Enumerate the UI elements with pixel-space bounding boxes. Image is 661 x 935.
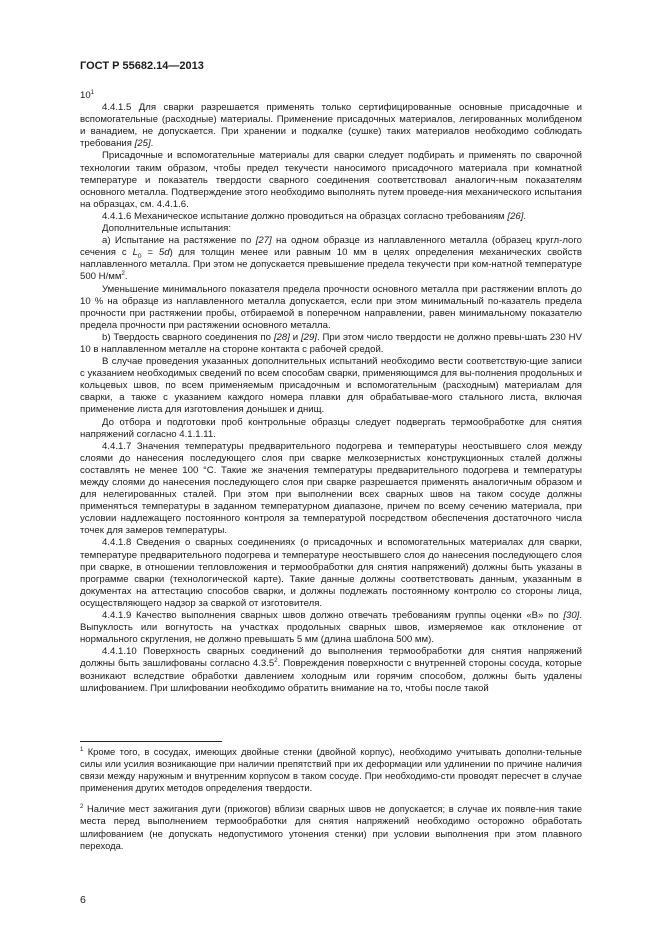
- paragraph-filler-selection: Присадочные и вспомогательные материалы для сварки следует подбирать и применять по сварочной технологии таким образом, чтобы предел текучести наносимого присадочного материала при комнатной температуре и показатель твердости сварного соединения соответствовал аналогич-ным показателям основного металла. Подтверждение этого необходимо выполнять путем проведе-ния механического испытания на образцах, см. 4.4.1.6.: [80, 150, 582, 210]
- paragraph-heat-treatment: До отбора и подготовки проб контрольные образцы следует подвергать термообработке для снятия напряжений согласно 4.1.1.11.: [80, 416, 582, 440]
- footnote-separator: [80, 741, 222, 742]
- paragraph-additional-tests: Дополнительные испытания:: [102, 223, 231, 235]
- paragraph-records: В случае проведения указанных дополнительных испытаний необходимо вести соответствую-щие записи с указанием необходимых сведений по всем способам сварки, применяющимся для вы-полнения продольных и кольцевых швов, по всем применяемым присадочным и вспомогательным (расходным) материалам для сварки, а также с указанием каждого номера плавки для обрабатывае-мого стального листа, включая применение листа для изготовления донышек и днищ.: [80, 356, 582, 416]
- page-number: 6: [80, 894, 86, 906]
- paragraph-tensile-test: а) Испытание на растяжение по [27] на одном образце из наплавленного металла (образец кругл-лого сечения с $L_0 = 5d$) для толщин менее или равным 10 мм в целях определения механических свойств наплавленного металла. При этом не допускается превышение предела текучести при ком-натной температуре 500 $Н/мм^2$.: [80, 235, 582, 283]
- paragraph-4-4-1-7: 4.4.1.7 Значения температуры предварительного подогрева и температуры неостывшего слоя между слоями до нанесения последующего слоя при сварке мелкозернистых конструкционных сталей должны составлять не менее 100 °С. Такие же значения температуры предварительного подогрева и температуры между слоями до нанесения последующего слоя при сварке разрешается применять аналогичным образом и для нелегированных сталей. При этом при выполнении всех сварных швов на таком сосуде должны применяться температуры в заданном температурном диапазоне, причем по всему сечению материала, при условии надлежащего постоянного контроля за температурой посредством обеспечения достаточного числа точек для замеров температуры.: [80, 440, 582, 537]
- paragraph-ref-10: $10^1$: [80, 89, 95, 101]
- paragraph-4-4-1-9: 4.4.1.9 Качество выполнения сварных швов должно отвечать требованиям группы оценки «В» по [30]. Выпуклость или вогнутость на участках продольных сварных швов, измеряемое как отклонение от нормального скругления, не должно превышать 5 мм (длина шаблона 500 мм).: [80, 610, 582, 646]
- paragraph-strength-reduction: Уменьшение минимального показателя предела прочности основного металла при растяжении вплоть до 10 % на образце из наплавленного металла допускается, если при этом минимальный по-казатель предела прочности при растяжении пробы, отбираемой в поперечном направлении, равен минимальному показателю предела прочности при растяжении основного металла.: [80, 283, 582, 331]
- document-header: ГОСТ Р 55682.14—2013: [80, 60, 204, 72]
- paragraph-hardness: b) Твердость сварного соединения по [28] и [29]. При этом число твердости не должно превы-шать 230 HV 10 в наплавленном металле на стороне контакта с рабочей средой.: [80, 331, 582, 355]
- paragraph-4-4-1-6: 4.4.1.6 Механическое испытание должно проводиться на образцах согласно требованиям [26].: [102, 210, 527, 222]
- footnote-1: $^1$ Кроме того, в сосудах, имеющих двойные стенки (двойной корпус), необходимо учитывать дополни-тельные силы или усилия возникающие при наличии препятствий при их деформации или удлинении по причине наличия связи между наружным и внутренним корпусом в таком сосуде. При необходимо-сти проводят пересчет в случае применения других методов определения твердости.: [80, 746, 582, 794]
- paragraph-4-4-1-5: 4.4.1.5 Для сварки разрешается применять только сертифицированные основные присадочные и вспомогательные (расходные) материалы. Применение присадочных материалов, легированных молибденом и ванадием, не допускается. При хранении и подкалке (сушке) таких материалов необходимо соблюдать требования [25].: [80, 102, 582, 150]
- footnotes: [80, 746, 582, 852]
- main-text: [80, 90, 582, 695]
- paragraph-4-4-1-10: 4.4.1.10 Поверхность сварных соединений до выполнения термообработки для снятия напряжений должны быть зашлифованы согласно 4.3.5$^2$. Повреждения поверхности с внутренней стороны сосуда, которые возникают вследствие обработки давлением холодным или горячим способом, должны быть удалены шлифованием. При шлифовании необходимо обратить внимание на то, чтобы после такой: [80, 646, 582, 694]
- paragraph-4-4-1-8: 4.4.1.8 Сведения о сварных соединениях (о присадочных и вспомогательных материалах для сварки, температуре предварительного подогрева и температуре неостывшего слоя до нанесения последующего слоя при сварке, в отношении тепловложения и термообработки для снятия напряжений) должны быть указаны в программе сварки (технологической карте). Такие данные должны соответствовать данным, указанным в документах на аттестацию способов сварки, и должны подлежать постоянному контролю со стороны лица, осуществляющего надзор за сваркой от изготовителя.: [80, 537, 582, 609]
- footnote-2: $^2$ Наличие мест зажигания дуги (прижогов) вблизи сварных швов не допускается; в случае их появле-ния такие места перед выполнением термообработки для снятия напряжений необходимо осторожно обработать шлифованием (не допускать недопустимого утонения стенки) при условии выполнения при этом плавного перехода.: [80, 803, 582, 851]
